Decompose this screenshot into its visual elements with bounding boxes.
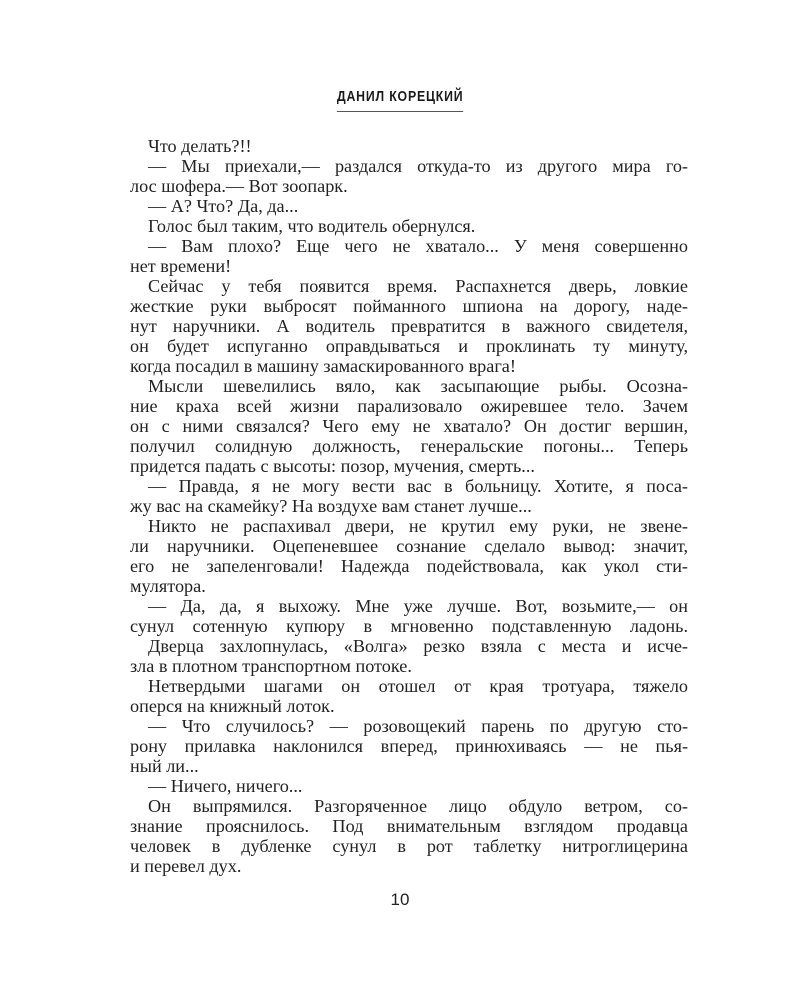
text-line: жесткие руки выбросят пойманного шпиона на дорогу, наде- (130, 296, 688, 316)
text-line: жу вас на скамейку? На воздухе вам станет лучше... (130, 496, 532, 516)
text-line: нут наручники. А водитель превратится в важного свидетеля, (130, 316, 688, 336)
text-line: мулятора. (130, 576, 206, 596)
text-line: — Мы приехали,— раздался откуда-то из другого мира го- (148, 156, 688, 176)
text-line: он с ними связался? Чего ему не хватало? Он достиг вершин, (130, 416, 688, 436)
text-line: — Вам плохо? Еще чего не хватало... У меня совершенно (148, 236, 688, 256)
text-line: человек в дубленке сунул в рот таблетку нитроглицерина (130, 836, 688, 856)
text-line: Сейчас у тебя появится время. Распахнется дверь, ловкие (148, 276, 688, 296)
text-line: ный ли... (130, 756, 199, 776)
text-line: сунул сотенную купюру в мгновенно подставленную ладонь. (130, 616, 688, 636)
running-header (0, 88, 800, 112)
text-line: он будет испуганно оправдываться и проклинать ту минуту, (130, 336, 688, 356)
text-line: — Ничего, ничего... (148, 776, 303, 796)
text-line: Никто не распахивал двери, не крутил ему руки, не звене- (148, 516, 688, 536)
text-line: Что делать?!! (148, 136, 252, 156)
text-line: — А? Что? Да, да... (148, 196, 299, 216)
text-line: получил солидную должность, генеральские погоны... Теперь (130, 436, 688, 456)
text-line: Голос был таким, что водитель обернулся. (148, 216, 476, 236)
text-line: знание прояснилось. Под внимательным взглядом продавца (130, 816, 688, 836)
text-line: его не запеленговали! Надежда подействовала, как укол сти- (130, 556, 688, 576)
text-line: Мысли шевелились вяло, как засыпающие рыбы. Осозна- (148, 376, 688, 396)
text-line: лос шофера.— Вот зоопарк. (130, 176, 348, 196)
text-line: Он выпрямился. Разгоряченное лицо обдуло ветром, со- (148, 796, 688, 816)
text-line: ли наручники. Оцепеневшее сознание сделало вывод: значит, (130, 536, 688, 556)
text-line: рону прилавка наклонился вперед, принюхиваясь — не пья- (130, 736, 688, 756)
text-line: оперся на книжный лоток. (130, 696, 335, 716)
author-name: ДАНИЛ КОРЕЦКИЙ (337, 88, 464, 112)
text-line: придется падать с высоты: позор, мучения, смерть... (130, 456, 535, 476)
page-number: 10 (390, 890, 410, 909)
text-line: — Правда, я не могу вести вас в больницу. Хотите, я поса- (148, 476, 688, 496)
text-line: Дверца захлопнулась, «Волга» резко взяла с места и исче- (148, 636, 688, 656)
text-line: — Да, да, я выхожу. Мне уже лучше. Вот, возьмите,— он (148, 596, 688, 616)
text-line: зла в плотном транспортном потоке. (130, 656, 412, 676)
text-line: Нетвердыми шагами он отошел от края тротуара, тяжело (148, 676, 688, 696)
text-line: — Что случилось? — розовощекий парень по другую сто- (148, 716, 688, 736)
text-line: и перевел дух. (130, 856, 242, 876)
body-text (130, 136, 688, 876)
text-line: ние краха всей жизни парализовало ожиревшее тело. Зачем (130, 396, 688, 416)
text-line: нет времени! (130, 256, 232, 276)
text-line: когда посадил в машину замаскированного врага! (130, 356, 516, 376)
